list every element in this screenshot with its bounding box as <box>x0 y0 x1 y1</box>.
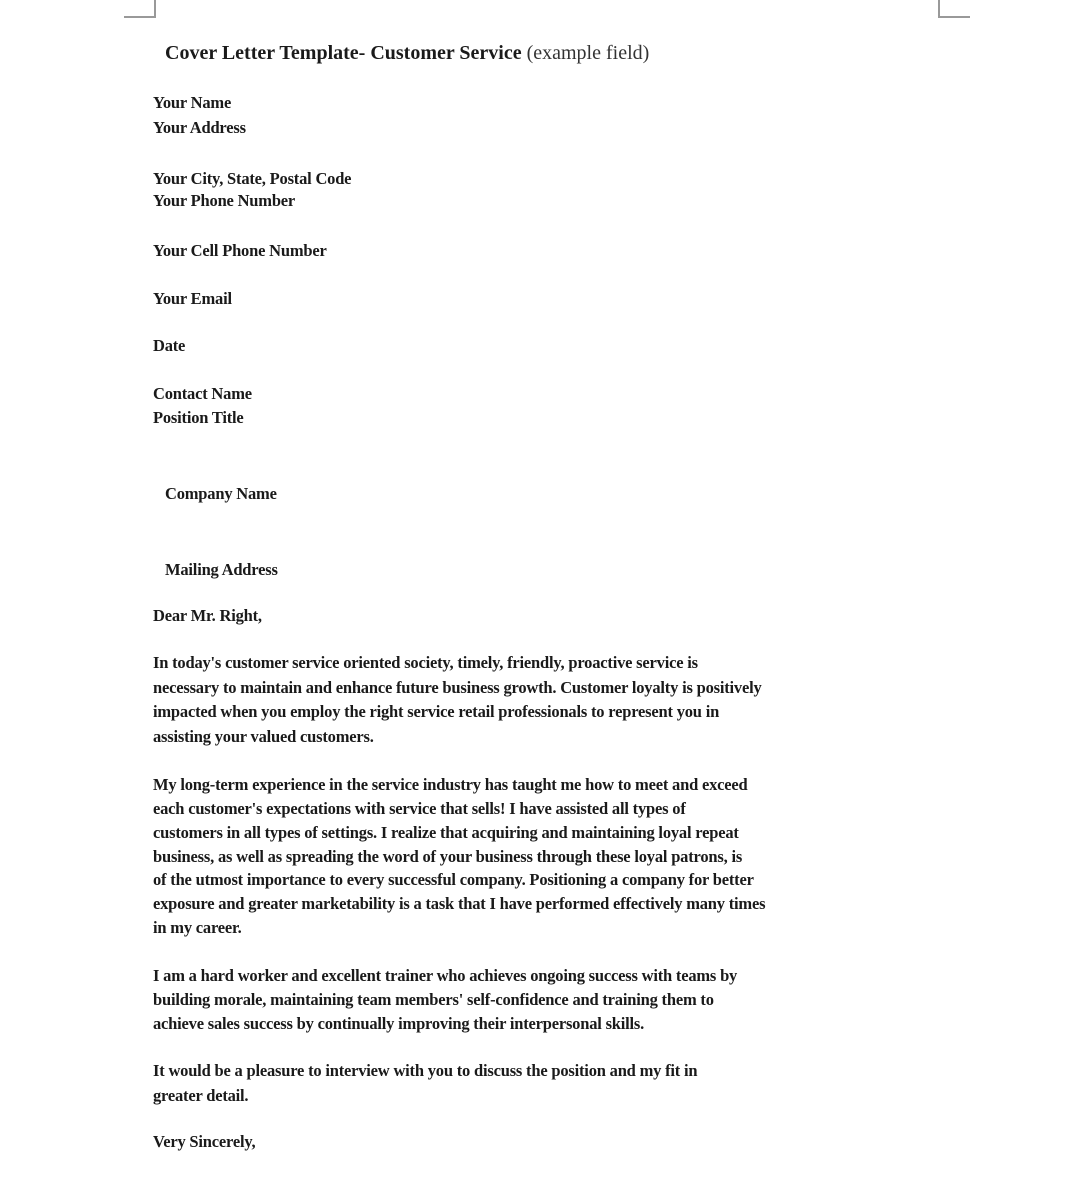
paragraph-3-line: I am a hard worker and excellent trainer who achieves ongoing success with teams by <box>153 966 738 985</box>
page-corner-mark <box>124 0 156 18</box>
salutation: Dear Mr. Right, <box>153 606 262 625</box>
title-main: Cover Letter Template- Customer Service <box>165 42 522 64</box>
paragraph-2-line: each customer's expectations with service that sells! I have assisted all types of <box>153 799 686 818</box>
paragraph-1-line: In today's customer service oriented society, timely, friendly, proactive service is <box>153 653 698 672</box>
paragraph-4-line: greater detail. <box>153 1086 249 1105</box>
sender-line: Date <box>153 336 186 355</box>
recipient-line: Mailing Address <box>165 560 278 579</box>
sender-line: Your Phone Number <box>153 191 296 210</box>
document-title <box>165 42 649 65</box>
paragraph-2-line: in my career. <box>153 918 242 937</box>
sender-line: Your Address <box>153 118 246 137</box>
paragraph-4-line: It would be a pleasure to interview with you to discuss the position and my fit in <box>153 1061 698 1080</box>
page-corner-mark <box>938 0 970 18</box>
paragraph-2-line: exposure and greater marketability is a task that I have performed effectively many times <box>153 894 766 913</box>
paragraph-3-line: building morale, maintaining team members' self-confidence and training them to <box>153 990 714 1009</box>
sender-line: Your Email <box>153 289 232 308</box>
recipient-line: Company Name <box>165 484 277 503</box>
paragraph-1-line: assisting your valued customers. <box>153 727 374 746</box>
paragraph-2-line: customers in all types of settings. I realize that acquiring and maintaining loyal repeat <box>153 823 739 842</box>
paragraph-1-line: impacted when you employ the right service retail professionals to represent you in <box>153 702 720 721</box>
sender-line: Your Name <box>153 93 232 112</box>
sender-line: Your Cell Phone Number <box>153 241 327 260</box>
sender-line: Your City, State, Postal Code <box>153 169 352 188</box>
paragraph-1-line: necessary to maintain and enhance future business growth. Customer loyalty is positively <box>153 678 762 697</box>
recipient-line: Position Title <box>153 408 244 427</box>
paragraph-2-line: business, as well as spreading the word of your business through these loyal patrons, is <box>153 847 743 866</box>
paragraph-3-line: achieve sales success by continually improving their interpersonal skills. <box>153 1014 645 1033</box>
paragraph-2-line: of the utmost importance to every successful company. Positioning a company for better <box>153 870 754 889</box>
closing: Very Sincerely, <box>153 1132 256 1151</box>
title-sub: (example field) <box>526 42 650 64</box>
paragraph-2-line: My long-term experience in the service industry has taught me how to meet and exceed <box>153 775 748 794</box>
recipient-line: Contact Name <box>153 384 252 403</box>
